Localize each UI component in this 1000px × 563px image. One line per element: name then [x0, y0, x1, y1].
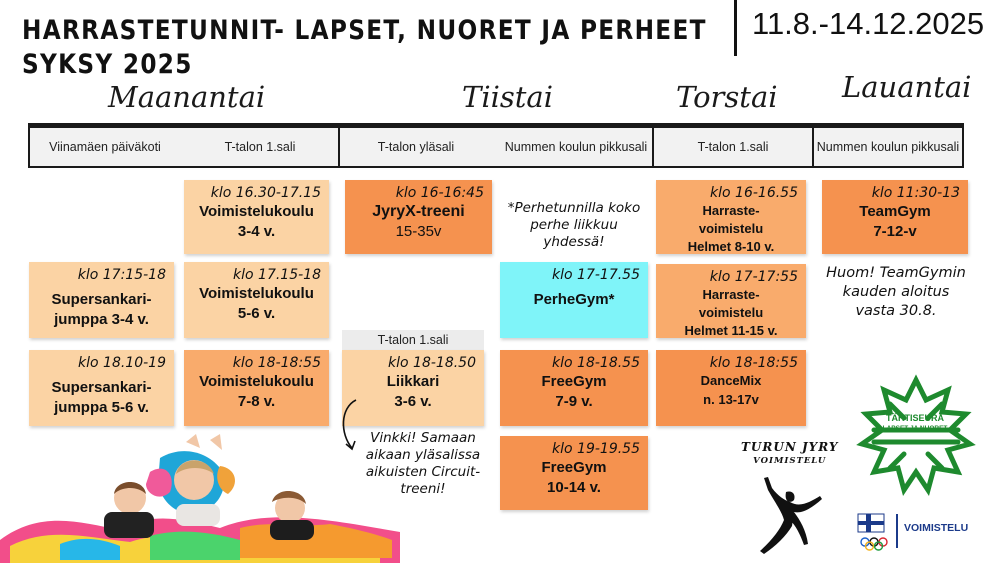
date-range: 11.8.-14.12.2025: [752, 6, 985, 41]
venue-2: T-talon 1.sali: [224, 140, 296, 154]
class-age: n. 13-17v: [703, 392, 759, 407]
page-title: [22, 14, 707, 82]
class-name: DanceMix: [700, 373, 762, 388]
class-time: klo 17.15-18: [233, 267, 321, 283]
class-time: klo 16.30-17.15: [210, 185, 321, 201]
class-card: [500, 350, 648, 426]
class-age: Helmet 8-10 v.: [687, 239, 775, 254]
class-card: [184, 262, 329, 338]
day-tuesday: Tiistai: [462, 80, 553, 114]
class-time: klo 18-18.50: [388, 355, 476, 371]
class-time: klo 16-16:45: [395, 185, 484, 201]
class-card: [656, 180, 806, 254]
class-time: klo 17-17.55: [552, 267, 640, 283]
class-name: Voimistelukoulu: [199, 285, 314, 302]
venue-3: T-talon yläsali: [377, 140, 455, 154]
class-age: 7-12-v: [873, 223, 917, 240]
venue-4: Nummen koulun pikkusali: [504, 140, 648, 154]
class-time: klo 18-18.55: [552, 355, 640, 371]
class-card: [184, 180, 329, 254]
class-name: TeamGym: [859, 203, 931, 220]
jyry-logo-text: [741, 440, 838, 467]
class-age: 3-4 v.: [237, 223, 276, 240]
class-age: 7-8 v.: [237, 393, 276, 410]
title-line-2: SYKSY 2025: [22, 49, 193, 80]
class-card: [345, 180, 492, 254]
class-card: [184, 350, 329, 426]
class-age: Helmet 11-15 v.: [684, 323, 778, 338]
venue-1: Viinamäen päiväkoti: [49, 140, 161, 154]
tahtiseura-logo-text: [862, 413, 968, 433]
class-name: Supersankari-jumppa 5-6 v.: [51, 379, 152, 416]
day-monday: Maanantai: [108, 80, 266, 114]
class-name: Supersankari-jumppa 3-4 v.: [51, 291, 152, 328]
class-name: Harraste-voimistelu: [698, 287, 764, 320]
class-age: 5-6 v.: [237, 305, 276, 322]
venue-5: T-talon 1.sali: [697, 140, 769, 154]
class-card: [29, 262, 174, 338]
day-saturday: Lauantai: [842, 70, 972, 104]
class-age: 7-9 v.: [555, 393, 593, 410]
class-age: 15-35v: [395, 223, 442, 240]
class-name: JyryX-treeni: [372, 203, 465, 220]
title-line-1: HARRASTETUNNIT- LAPSET, NUORET JA PERHEET: [22, 15, 707, 46]
class-card: [500, 436, 648, 510]
class-time: klo 17:15-18: [77, 267, 166, 283]
class-card: [656, 264, 806, 338]
children-photo: [0, 428, 400, 563]
tahtiseura-line2: LAPSET JA NUORET: [882, 425, 948, 432]
class-name: FreeGym: [541, 459, 607, 476]
tahtiseura-line1: TÄHTISEURA: [886, 413, 944, 423]
class-name: Voimistelukoulu: [199, 203, 314, 220]
venue-tag: T-talon 1.sali: [342, 330, 484, 350]
class-card: [500, 262, 648, 338]
class-name: PerheGym*: [533, 291, 615, 308]
jyry-logo-line2: VOIMISTELU: [753, 456, 827, 466]
class-card: [656, 350, 806, 426]
class-card: [29, 350, 174, 426]
class-time: klo 17-17:55: [709, 269, 798, 285]
voimistelu-divider: [896, 514, 898, 548]
gymnast-silhouette-icon: [756, 474, 824, 556]
class-name: FreeGym: [541, 373, 607, 390]
class-time: klo 19-19.55: [552, 441, 640, 457]
venue-6: Nummen koulun pikkusali: [816, 140, 960, 154]
family-note: *Perhetunnilla koko perhe liikkuu yhdessä!: [507, 200, 641, 250]
class-age: 10-14 v.: [547, 479, 601, 496]
teamgym-note: Huom! TeamGymin kauden aloitus vasta 30.8.: [826, 265, 966, 319]
class-name: Voimistelukoulu: [199, 373, 314, 390]
day-thursday: Torstai: [676, 80, 778, 114]
class-time: klo 18-18:55: [232, 355, 321, 371]
class-time: klo 16-16.55: [710, 185, 798, 201]
class-name: Liikkari: [386, 373, 440, 390]
header-divider: [734, 0, 737, 56]
class-time: klo 11:30-13: [871, 185, 960, 201]
voimistelu-flag-rings-icon: [856, 512, 892, 552]
venue-header-row: [28, 126, 964, 168]
voimistelu-logo-text: VOIMISTELU: [904, 522, 969, 534]
class-age: 3-6 v.: [394, 393, 432, 410]
class-time: klo 18.10-19: [78, 355, 166, 371]
tahtiseura-star-logo: [854, 374, 978, 498]
jyry-logo-line1: TURUN JYRY: [741, 440, 839, 454]
tip-note: Vinkki! Samaan aikaan yläsalissa aikuisten Circuit-treeni!: [365, 430, 481, 497]
class-time: klo 18-18:55: [709, 355, 798, 371]
class-name: Harraste-voimistelu: [698, 203, 764, 236]
class-card: [822, 180, 968, 254]
